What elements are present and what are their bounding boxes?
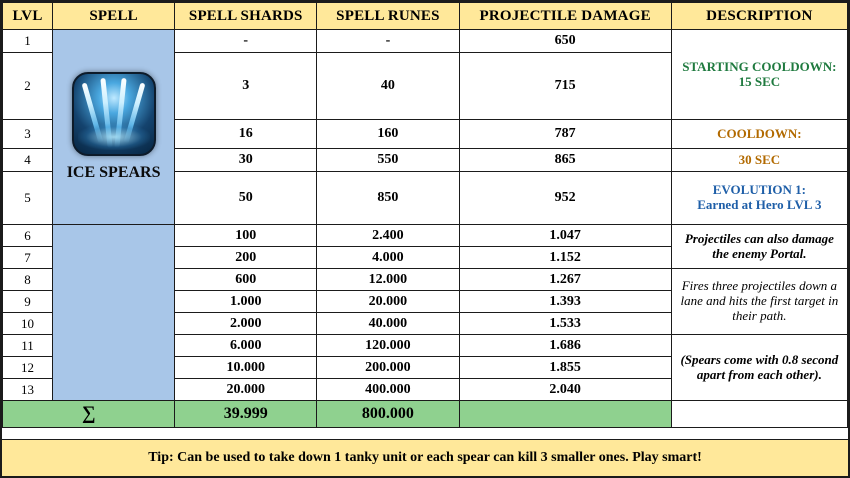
cooldown-value: 30 SEC: [738, 151, 781, 167]
cell-damage: 650: [459, 30, 671, 53]
cell-damage: 1.686: [459, 335, 671, 357]
cell-damage: 952: [459, 172, 671, 225]
cell-lvl: 3: [3, 120, 53, 149]
cell-runes: 850: [317, 172, 459, 225]
cell-runes: 2.400: [317, 225, 459, 247]
cell-lvl: 8: [3, 269, 53, 291]
totals-damage: [459, 401, 671, 428]
evolution-value: Earned at Hero LVL 3: [697, 197, 822, 212]
ice-spears-icon: [72, 72, 156, 156]
table-row: [3, 225, 848, 247]
cell-runes: 40.000: [317, 313, 459, 335]
totals-symbol: ∑: [3, 401, 175, 428]
header-damage: PROJECTILE DAMAGE: [459, 3, 671, 30]
cell-lvl: 2: [3, 53, 53, 120]
description-cooldown-value: [671, 149, 847, 172]
totals-runes: 800.000: [317, 401, 459, 428]
header-runes: SPELL RUNES: [317, 3, 459, 30]
cell-shards: 20.000: [175, 379, 317, 401]
description-cooldown: [671, 120, 847, 149]
spell-name: ICE SPEARS: [66, 164, 161, 181]
cell-damage: 1.855: [459, 357, 671, 379]
header-spell: SPELL: [53, 3, 175, 30]
starting-cooldown-value: 15 SEC: [738, 73, 781, 89]
cell-runes: 200.000: [317, 357, 459, 379]
behaviour-text: Fires three projectiles down a lane and hits the first target in their path.: [680, 278, 839, 323]
totals-row: [3, 401, 848, 428]
spell-cell: [53, 30, 175, 225]
description-evolution-effect: [671, 225, 847, 269]
cell-damage: 1.152: [459, 247, 671, 269]
description-evolution: [671, 172, 847, 225]
cell-shards: 100: [175, 225, 317, 247]
cell-shards: 6.000: [175, 335, 317, 357]
cell-lvl: 1: [3, 30, 53, 53]
cell-shards: 3: [175, 53, 317, 120]
spell-cell-lower: [53, 225, 175, 401]
cell-damage: 2.040: [459, 379, 671, 401]
cell-shards: 50: [175, 172, 317, 225]
evolution-label: EVOLUTION 1:: [712, 182, 807, 198]
cell-runes: 550: [317, 149, 459, 172]
description-cooldown-start: [671, 30, 847, 120]
cell-lvl: 9: [3, 291, 53, 313]
cell-lvl: 11: [3, 335, 53, 357]
icon-glow: [78, 124, 150, 150]
totals-shards: 39.999: [175, 401, 317, 428]
cell-lvl: 4: [3, 149, 53, 172]
tip-banner: [2, 439, 848, 476]
header-lvl: LVL: [3, 3, 53, 30]
cell-lvl: 12: [3, 357, 53, 379]
cell-runes: -: [317, 30, 459, 53]
description-behaviour: [671, 269, 847, 335]
totals-description-blank: [671, 401, 847, 428]
cell-damage: 787: [459, 120, 671, 149]
cell-damage: 1.267: [459, 269, 671, 291]
cell-lvl: 7: [3, 247, 53, 269]
tip-text: Tip: Can be used to take down 1 tanky unit or each spear can kill 3 smaller ones. Play smart!: [148, 450, 702, 465]
cell-shards: 10.000: [175, 357, 317, 379]
header-shards: SPELL SHARDS: [175, 3, 317, 30]
cell-damage: 865: [459, 149, 671, 172]
cell-damage: 1.533: [459, 313, 671, 335]
cell-runes: 160: [317, 120, 459, 149]
cell-shards: 200: [175, 247, 317, 269]
cell-lvl: 13: [3, 379, 53, 401]
cooldown-label: COOLDOWN:: [717, 125, 802, 141]
starting-cooldown-label: STARTING COOLDOWN:: [682, 58, 837, 74]
cell-runes: 400.000: [317, 379, 459, 401]
evolution-effect-text: Projectiles can also damage the enemy Portal.: [684, 230, 834, 261]
note-text: (Spears come with 0.8 second apart from each other).: [680, 351, 839, 382]
cell-lvl: 6: [3, 225, 53, 247]
cell-runes: 12.000: [317, 269, 459, 291]
cell-damage: 1.393: [459, 291, 671, 313]
cell-damage: 715: [459, 53, 671, 120]
spell-stats-table: [2, 2, 848, 428]
table-header-row: [3, 3, 848, 30]
cell-lvl: 5: [3, 172, 53, 225]
cell-shards: 16: [175, 120, 317, 149]
cell-shards: 1.000: [175, 291, 317, 313]
cell-shards: 30: [175, 149, 317, 172]
cell-shards: -: [175, 30, 317, 53]
header-description: DESCRIPTION: [671, 3, 847, 30]
description-note: [671, 335, 847, 401]
cell-runes: 20.000: [317, 291, 459, 313]
cell-lvl: 10: [3, 313, 53, 335]
cell-shards: 2.000: [175, 313, 317, 335]
cell-shards: 600: [175, 269, 317, 291]
table-row: [3, 30, 848, 53]
cell-runes: 120.000: [317, 335, 459, 357]
cell-damage: 1.047: [459, 225, 671, 247]
cell-runes: 4.000: [317, 247, 459, 269]
cell-runes: 40: [317, 53, 459, 120]
